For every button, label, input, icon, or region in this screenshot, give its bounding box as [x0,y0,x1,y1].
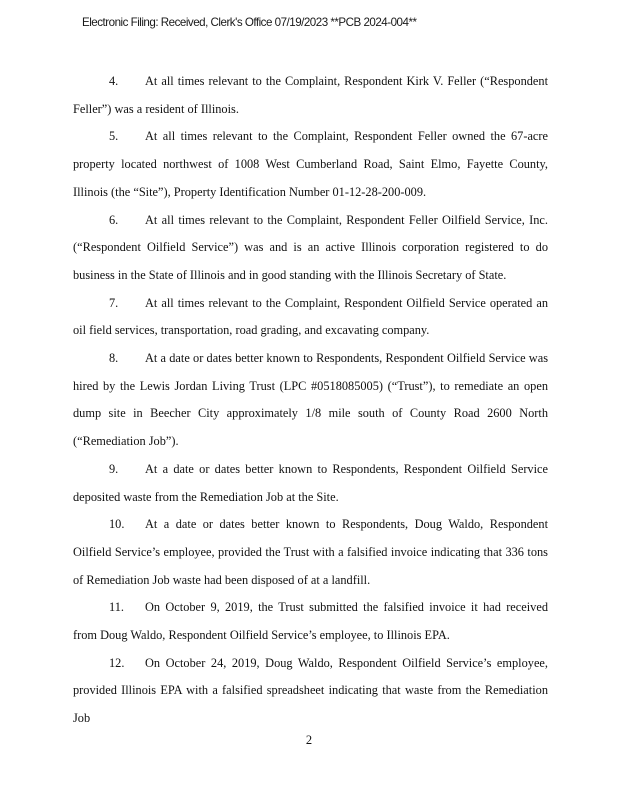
paragraph-number: 10. [109,517,125,532]
page-number: 2 [305,733,313,747]
paragraph-number: 4. [109,74,119,88]
paragraph-4 [73,68,548,123]
paragraph-7 [73,290,548,345]
paragraph-5 [73,123,548,206]
paragraph-text: At a date or dates better known to Respondents, Doug Waldo, Respondent Oilfield Service’s employee, provided the Trust with a falsified invoice indicating that 336 tons of Remediation Job waste had been disposed of at a landfill. [73,517,548,587]
paragraph-text: On October 24, 2019, Doug Waldo, Respondent Oilfield Service’s employee, provided Illinois EPA with a falsified spreadsheet indicating that waste from the Remediation Job [73,655,548,726]
paragraph-12 [73,650,548,733]
paragraph-number: 7. [109,295,119,310]
paragraph-number: 9. [109,461,119,476]
document-body [73,68,548,733]
paragraph-number: 11. [109,600,124,615]
paragraph-number: 6. [109,212,119,227]
paragraph-11 [73,594,548,649]
paragraph-text: At a date or dates better known to Respondents, Respondent Oilfield Service deposited waste from the Remediation Job at the Site. [73,461,548,504]
paragraph-text: At all times relevant to the Complaint, Respondent Oilfield Service operated an oil field services, transportation, road grading, and excavating company. [73,295,548,338]
paragraph-10 [73,511,548,594]
paragraph-number: 12. [109,655,125,670]
paragraph-8 [73,345,548,456]
paragraph-text: At all times relevant to the Complaint, Respondent Feller Oilfield Service, Inc. (“Respondent Oilfield Service”) was and is an active Illinois corporation registered to do business in the State of Illinois and in good standing with the Illinois Secretary of State. [73,212,548,282]
paragraph-text: At a date or dates better known to Respondents, Respondent Oilfield Service was hired by the Lewis Jordan Living Trust (LPC #0518085005) (“Trust”), to remediate an open dump site in Beecher City approximately 1/8 mile south of County Road 2600 North (“Remediation Job”). [73,351,548,449]
paragraph-6 [73,207,548,290]
paragraph-9 [73,456,548,511]
paragraph-number: 5. [109,129,119,144]
paragraph-text: On October 9, 2019, the Trust submitted the falsified invoice it had received from Doug Waldo, Respondent Oilfield Service’s employee, to Illinois EPA. [73,600,548,643]
paragraph-text: At all times relevant to the Complaint, Respondent Feller owned the 67-acre property located northwest of 1008 West Cumberland Road, Saint Elmo, Fayette County, Illinois (the “Site”), Property Identification Number 01-12-28-200-009. [73,129,548,199]
filing-stamp-header: Electronic Filing: Received, Clerk's Office 07/19/2023 **PCB 2024-004** [82,16,417,29]
paragraph-text: At all times relevant to the Complaint, Respondent Kirk V. Feller (“Respondent Feller”) was a resident of Illinois. [73,74,548,116]
paragraph-number: 8. [109,351,119,366]
